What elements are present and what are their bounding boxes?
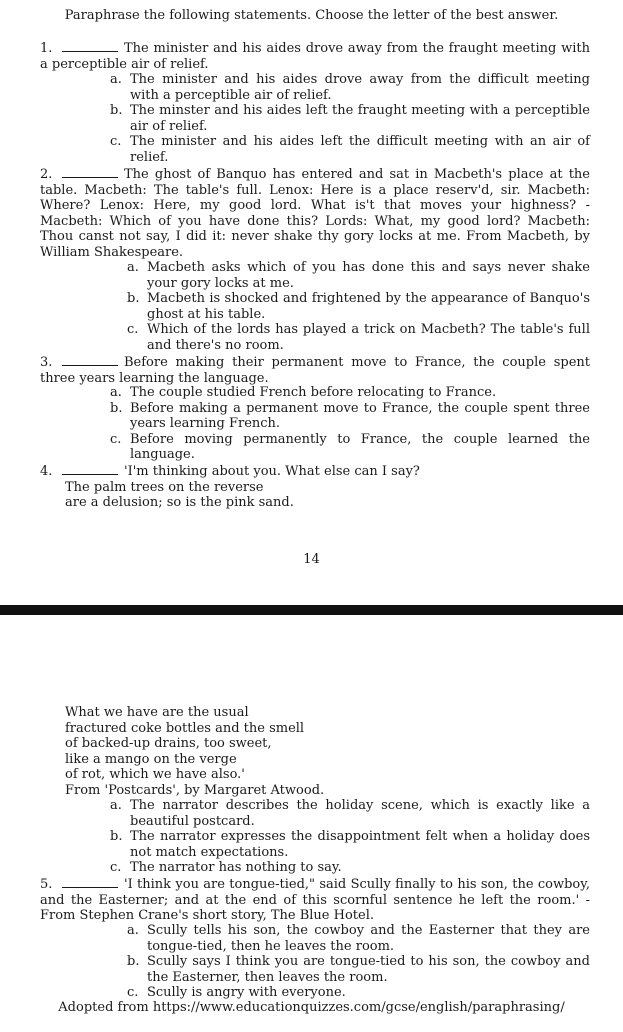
option-a[interactable]: a. The couple studied French before relocating to France. — [110, 385, 497, 400]
page-number: 14 — [303, 552, 320, 567]
source-citation: Adopted from https://www.educationquizzes.com/gcse/english/paraphrasing/ — [58, 1000, 565, 1015]
question-5 — [40, 876, 590, 924]
question-number: 5. — [40, 877, 53, 892]
option-c[interactable]: c. Which of the lords has played a trick on Macbeth? The table's full and there's no room. — [127, 322, 590, 353]
option-b[interactable]: b. The narrator expresses the disappointment felt when a holiday does not match expectations. — [110, 829, 590, 860]
poem-line: The palm trees on the reverse — [65, 479, 264, 495]
answer-blank[interactable] — [62, 463, 118, 475]
poem-line: What we have are the usual — [65, 705, 249, 720]
option-b[interactable]: b. Scully says I think you are tongue-tied to his son, the cowboy and the Easterner, then leaves the room. — [127, 954, 590, 985]
question-4-options — [110, 798, 590, 876]
answer-blank[interactable] — [62, 166, 118, 178]
option-b[interactable]: b. Before making a permanent move to France, the couple spent three years learning French. — [110, 400, 590, 431]
question-1 — [40, 40, 590, 72]
option-c[interactable]: c. The narrator has nothing to say. — [110, 860, 342, 875]
option-c[interactable]: c. Scully is angry with everyone. — [127, 985, 346, 1000]
poem-line: of rot, which we have also.' — [65, 767, 245, 782]
question-number: 2. — [40, 167, 53, 182]
question-2 — [40, 166, 590, 260]
poem-line: fractured coke bottles and the smell — [65, 720, 305, 736]
question-4-continued — [65, 705, 565, 798]
question-2-options — [127, 260, 590, 353]
question-2-prompt: 2. The ghost of Banquo has entered and sat in Macbeth's place at the table. Macbeth: The table's full. Lenox: Here is a place reserv'd, sir. Macbeth: Where? Lenox: Here, my good lord. What is't that moves your highness? - Macbeth: Which of you have done this? Lords: What, my good lord? Macbeth: Thou canst not say, I did it: never shake thy gory locks at me. From Macbeth, by William Shakespeare. — [40, 167, 590, 260]
option-c[interactable]: c. Before moving permanently to France, the couple learned the language. — [110, 431, 590, 462]
answer-blank[interactable] — [62, 354, 118, 366]
question-5-prompt: 5. 'I think you are tongue-tied," said Scully finally to his son, the cowboy, and the Easterner; and at the end of this scornful sentence he left the room.' - From Stephen Crane's short story, The Blue Hotel. — [40, 877, 590, 923]
poem-line: like a mango on the verge — [65, 751, 237, 767]
option-a[interactable]: a. The minister and his aides drove away from the difficult meeting with a perceptible air of relief. — [110, 72, 590, 103]
option-a[interactable]: a. The narrator describes the holiday scene, which is exactly like a beautiful postcard. — [110, 798, 590, 829]
question-number: 1. — [40, 41, 53, 56]
option-b[interactable]: b. The minster and his aides left the fraught meeting with a perceptible air of relief. — [110, 103, 590, 134]
page-bottom — [0, 618, 623, 1032]
question-3 — [40, 354, 590, 386]
attribution: From 'Postcards', by Margaret Atwood. — [65, 782, 325, 798]
answer-blank[interactable] — [62, 40, 118, 52]
option-b[interactable]: b. Macbeth is shocked and frightened by the appearance of Banquo's ghost at his table. — [127, 291, 590, 322]
answer-blank[interactable] — [62, 876, 118, 888]
poem-line: of backed-up drains, too sweet, — [65, 736, 272, 751]
question-number: 4. — [40, 464, 53, 479]
question-1-prompt: 1. The minister and his aides drove away from the fraught meeting with a perceptible air of relief. — [40, 41, 590, 72]
option-c[interactable]: c. The minister and his aides left the difficult meeting with an air of relief. — [110, 134, 590, 165]
question-5-options — [127, 923, 590, 1001]
question-4-line-1: 4. 'I'm thinking about you. What else can I say? — [40, 464, 420, 479]
question-1-options — [110, 72, 590, 165]
question-number: 3. — [40, 355, 53, 370]
option-a[interactable]: a. Scully tells his son, the cowboy and the Easterner that they are tongue-tied, then he leaves the room. — [127, 923, 590, 954]
poem-line: are a delusion; so is the pink sand. — [65, 495, 294, 510]
instructions: Paraphrase the following statements. Choose the letter of the best answer. — [64, 8, 559, 23]
question-3-options — [110, 385, 590, 463]
page-divider — [0, 605, 623, 615]
question-3-prompt: 3. Before making their permanent move to France, the couple spent three years learning the language. — [40, 355, 590, 386]
option-a[interactable]: a. Macbeth asks which of you has done this and says never shake your gory locks at me. — [127, 260, 590, 291]
question-4 — [40, 463, 590, 511]
